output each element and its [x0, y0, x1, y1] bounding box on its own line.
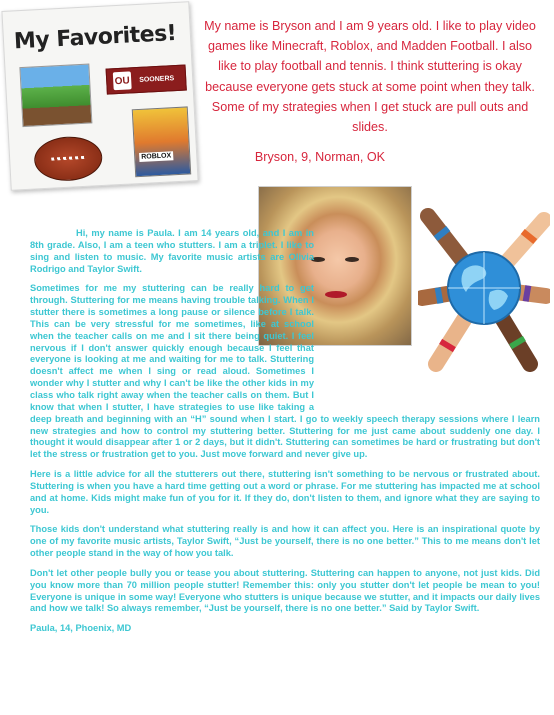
- paula-paragraph: Sometimes for me my stuttering can be really hard to get through. Stuttering for me means having trouble talking. When I stutter there is sometimes a long pause or silence before I talk. This can be very stressful for me sometimes, like at school when the teacher calls on me and I sit there being quiet. I feel nervous if I don't answer quickly enough because I feel that everyone is looking at me and waiting for me to talk. Stuttering doesn't affect me when I sing or read aloud. Sometimes I wonder why I stutter and why I can't be like the other kids in my class who talk right away when the teacher calls on them. But I know that when I stutter, I have strategies to use like taking a deep breath and beginning with an “H” sound when I start. I go to weekly speech therapy sessions where I learn new strategies and how to control my stuttering better. Stuttering for me just came about suddenly one day. I thought it would disappear after 1 or 2 days, but it didn't. Stuttering can sometimes be hard or frustrating but don't let the stress or frustration get to you. Just move forward and never give up.: [30, 283, 540, 460]
- paula-story: [30, 228, 540, 643]
- paula-signature: Paula, 14, Phoenix, MD: [30, 623, 132, 634]
- ou-logo: OU: [113, 71, 132, 90]
- roblox-image: [132, 106, 191, 177]
- favorites-collage: [1, 1, 198, 191]
- minecraft-image: [19, 64, 92, 128]
- paula-paragraph: Don't let other people bully you or tease you about stuttering. Stuttering can happen to anyone, not just kids. Did you know more than 70 million people stutter! Remember this: only you stutter don't let people be mean to you! Everyone is unique in some way! Everyone who stutters is unique because we stutter, and it impacts our daily lives and how we talk! So always remember, “Just be yourself, there is no one better.” Said by Taylor Swift.: [30, 567, 540, 614]
- football-image: [33, 135, 103, 182]
- oklahoma-sooners-image: [106, 64, 187, 94]
- paula-paragraph: Those kids don't understand what stuttering really is and how it can affect you. Here is an inspirational quote by one of my favorite music artists, Taylor Swift, “Just be yourself, there is no one better.” This to me means don't let other people stand in the way of how you talk.: [30, 524, 540, 559]
- photo-wrap-spacer: [314, 283, 540, 411]
- bryson-signature: Bryson, 9, Norman, OK: [254, 150, 386, 164]
- roblox-label: ROBLOX: [139, 151, 173, 162]
- bryson-story: My name is Bryson and I am 9 years old. I like to play video games like Minecraft, Roblox, and Madden Football. I also like to play football and tennis. I think stuttering is okay because everyone gets stuck at some point when they talk. Some of my strategies when I get stuck are pull outs and slides.: [204, 19, 536, 135]
- paula-paragraph: Here is a little advice for all the stutterers out there, stuttering isn't something to be nervous or frustrated about. Stuttering is when you have a hard time getting out a word or phrase. For me stuttering has impacted me at school and at home. Kids might make fun of you for it. If they do, don't listen to them, and ignore what they are saying to you.: [30, 469, 540, 515]
- sooners-label: SOONERS: [139, 74, 175, 84]
- favorites-title: My Favorites!: [13, 20, 177, 55]
- paula-paragraph: Hi, my name is Paula. I am 14 years old, and I am in 8th grade. Also, I am a teen who stutters. I am a triplet. I like to sing and listen to music. My favorite music artists are Olivia Rodrigo and Taylor Swift.: [30, 228, 314, 274]
